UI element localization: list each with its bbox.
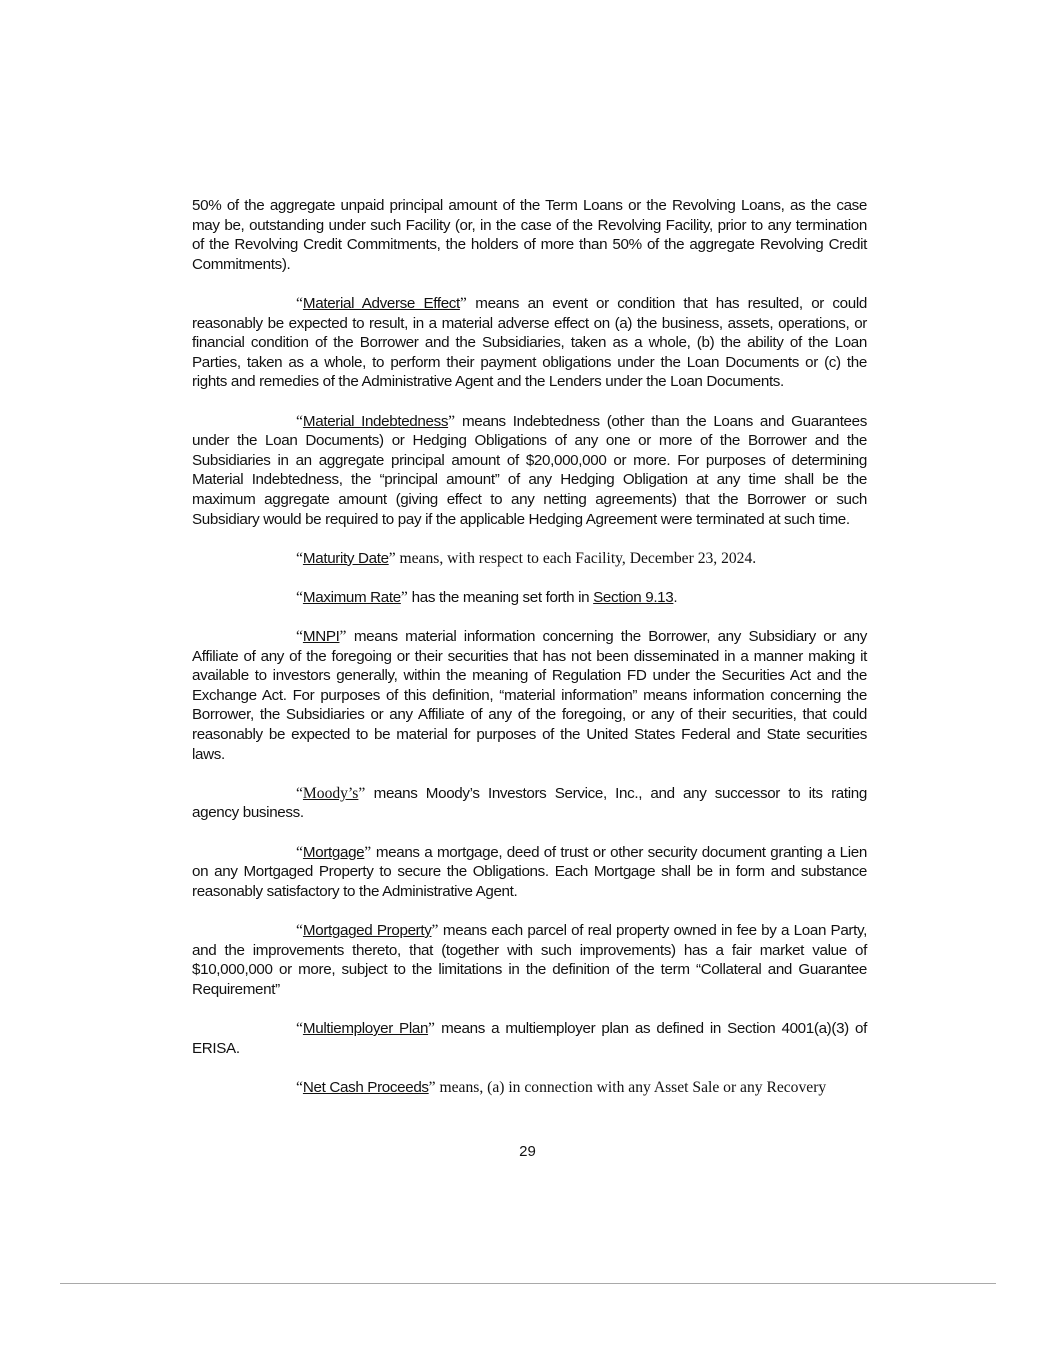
defined-term: MNPI	[302, 628, 340, 646]
defined-term: Mortgage	[302, 843, 365, 861]
definition-mortgage: “Mortgage” means a mortgage, deed of trust or other security document granting a Lien on any Mortgaged Property to secure the Obligations. Each Mortgage shall be in form and substance reasonably satisfactory to the Administrative Agent.	[192, 843, 867, 900]
document-body	[192, 196, 867, 1117]
definition-maturity-date: “Maturity Date” means, with respect to each Facility, December 23, 2024.	[296, 549, 757, 567]
definition-text: means each parcel of real property owned in fee by a Loan Party, and the improvements thereto, that (together with such improvements) has a fair market value of $10,000,000 or more, subject to the limitations in the definition of the term “Collateral and Guarantee Requirement”	[192, 921, 867, 998]
defined-term: Material Adverse Effect	[302, 294, 460, 312]
definition-text: means an event or condition that has resulted, or could reasonably be expected to result, in a material adverse effect on (a) the business, assets, operations, or financial condition of the Borrower and the Subsidiaries, taken as a whole, (b) the ability of the Loan Parties, taken as a whole, to perform their payment obligations under the Loan Documents or (c) the rights and remedies of the Administrative Agent and the Lenders under the Loan Documents.	[192, 294, 867, 391]
defined-term: Maximum Rate	[302, 588, 401, 606]
definition-multiemployer-plan: “Multiemployer Plan” means a multiemployer plan as defined in Section 4001(a)(3) of ERISA.	[192, 1019, 867, 1057]
intro-paragraph	[192, 196, 867, 274]
definition-text: means material information concerning the Borrower, any Subsidiary or any Affiliate of any of the foregoing or their securities that has not been disseminated in a manner making it available to investors generally, within the meaning of Regulation FD under the Securities Act and the Exchange Act. For purposes of this definition, “material information” means information concerning the Borrower, the Subsidiaries or any Affiliate of any of the foregoing, or any of their securities, that could reasonably be expected to be material for purposes of the United States Federal and State securities laws.	[192, 628, 867, 763]
definition-mortgaged-property: “Mortgaged Property” means each parcel of real property owned in fee by a Loan Party, and the improvements thereto, that (together with such improvements) has a fair market value of $10,000,000 or more, subject to the limitations in the definition of the term “Collateral and Guarantee Requirement”	[192, 921, 867, 998]
definition-moodys: “Moody’s” means Moody’s Investors Service, Inc., and any successor to its rating agency business.	[192, 784, 867, 822]
defined-term: Mortgaged Property	[302, 921, 432, 939]
definition-text: means, (a) in connection with any Asset Sale or any Recovery	[435, 1078, 827, 1096]
definition-text: means Indebtedness (other than the Loans and Guarantees under the Loan Documents) or Hedging Obligations of any one or more of the Borrower and the Subsidiaries in an aggregate principal amount of $20,000,000 or more. For purposes of determining Material Indebtedness, the “principal amount” of any Hedging Obligation at any time shall be the maximum aggregate amount (giving effect to any netting agreements) that the Borrower or such Subsidiary would be required to pay if the applicable Hedging Agreement were terminated at such time.	[192, 412, 867, 528]
defined-term: Maturity Date	[302, 549, 389, 567]
definition-text: means Moody’s Investors Service, Inc., and any successor to its rating agency business.	[192, 784, 867, 822]
section-reference-link[interactable]: Section 9.13	[593, 588, 674, 606]
defined-term: Material Indebtedness	[302, 412, 449, 430]
definition-net-cash-proceeds: “Net Cash Proceeds” means, (a) in connection with any Asset Sale or any Recovery	[296, 1078, 827, 1096]
definition-mnpi: “MNPI” means material information concerning the Borrower, any Subsidiary or any Affiliate of any of the foregoing or their securities that has not been disseminated in a manner making it available to investors generally, within the meaning of Regulation FD under the Securities Act and the Exchange Act. For purposes of this definition, “material information” means information concerning the Borrower, the Subsidiaries or any Affiliate of any of the foregoing, or any of their securities, that could reasonably be expected to be material for purposes of the United States Federal and State securities laws.	[192, 628, 867, 763]
defined-term: Net Cash Proceeds	[302, 1078, 429, 1096]
definition-text: means, with respect to each Facility, December 23, 2024.	[395, 549, 757, 567]
page-divider	[60, 1283, 996, 1284]
definition-maximum-rate: “Maximum Rate” has the meaning set forth in Section 9.13.	[296, 588, 678, 606]
definition-text: has the meaning set forth in	[407, 588, 594, 606]
page-number: 29	[519, 1143, 536, 1160]
definition-text: means a mortgage, deed of trust or other security document granting a Lien on any Mortgaged Property to secure the Obligations. Each Mortgage shall be in form and substance reasonably satisfactory to the Administrative Agent.	[192, 843, 867, 900]
intro-paragraph-text: 50% of the aggregate unpaid principal amount of the Term Loans or the Revolving Loans, as the case may be, outstanding under such Facility (or, in the case of the Revolving Facility, prior to any termination of the Revolving Credit Commitments, the holders of more than 50% of the aggregate Revolving Credit Commitments).	[192, 197, 867, 273]
definition-material-indebtedness: “Material Indebtedness” means Indebtedness (other than the Loans and Guarantees under the Loan Documents) or Hedging Obligations of any one or more of the Borrower and the Subsidiaries in an aggregate principal amount of $20,000,000 or more. For purposes of determining Material Indebtedness, the “principal amount” of any Hedging Obligation at any time shall be the maximum aggregate amount (giving effect to any netting agreements) that the Borrower or such Subsidiary would be required to pay if the applicable Hedging Agreement were terminated at such time.	[192, 412, 867, 528]
defined-term: Multiemployer Plan	[302, 1019, 429, 1037]
definition-material-adverse-effect: “Material Adverse Effect” means an event or condition that has resulted, or could reasonably be expected to result, in a material adverse effect on (a) the business, assets, operations, or financial condition of the Borrower and the Subsidiaries, taken as a whole, (b) the ability of the Loan Parties, taken as a whole, to perform their payment obligations under the Loan Documents or (c) the rights and remedies of the Administrative Agent and the Lenders under the Loan Documents.	[192, 294, 867, 391]
definition-text: means a multiemployer plan as defined in Section 4001(a)(3) of ERISA.	[192, 1019, 867, 1057]
defined-term: Moody’s	[302, 784, 359, 802]
